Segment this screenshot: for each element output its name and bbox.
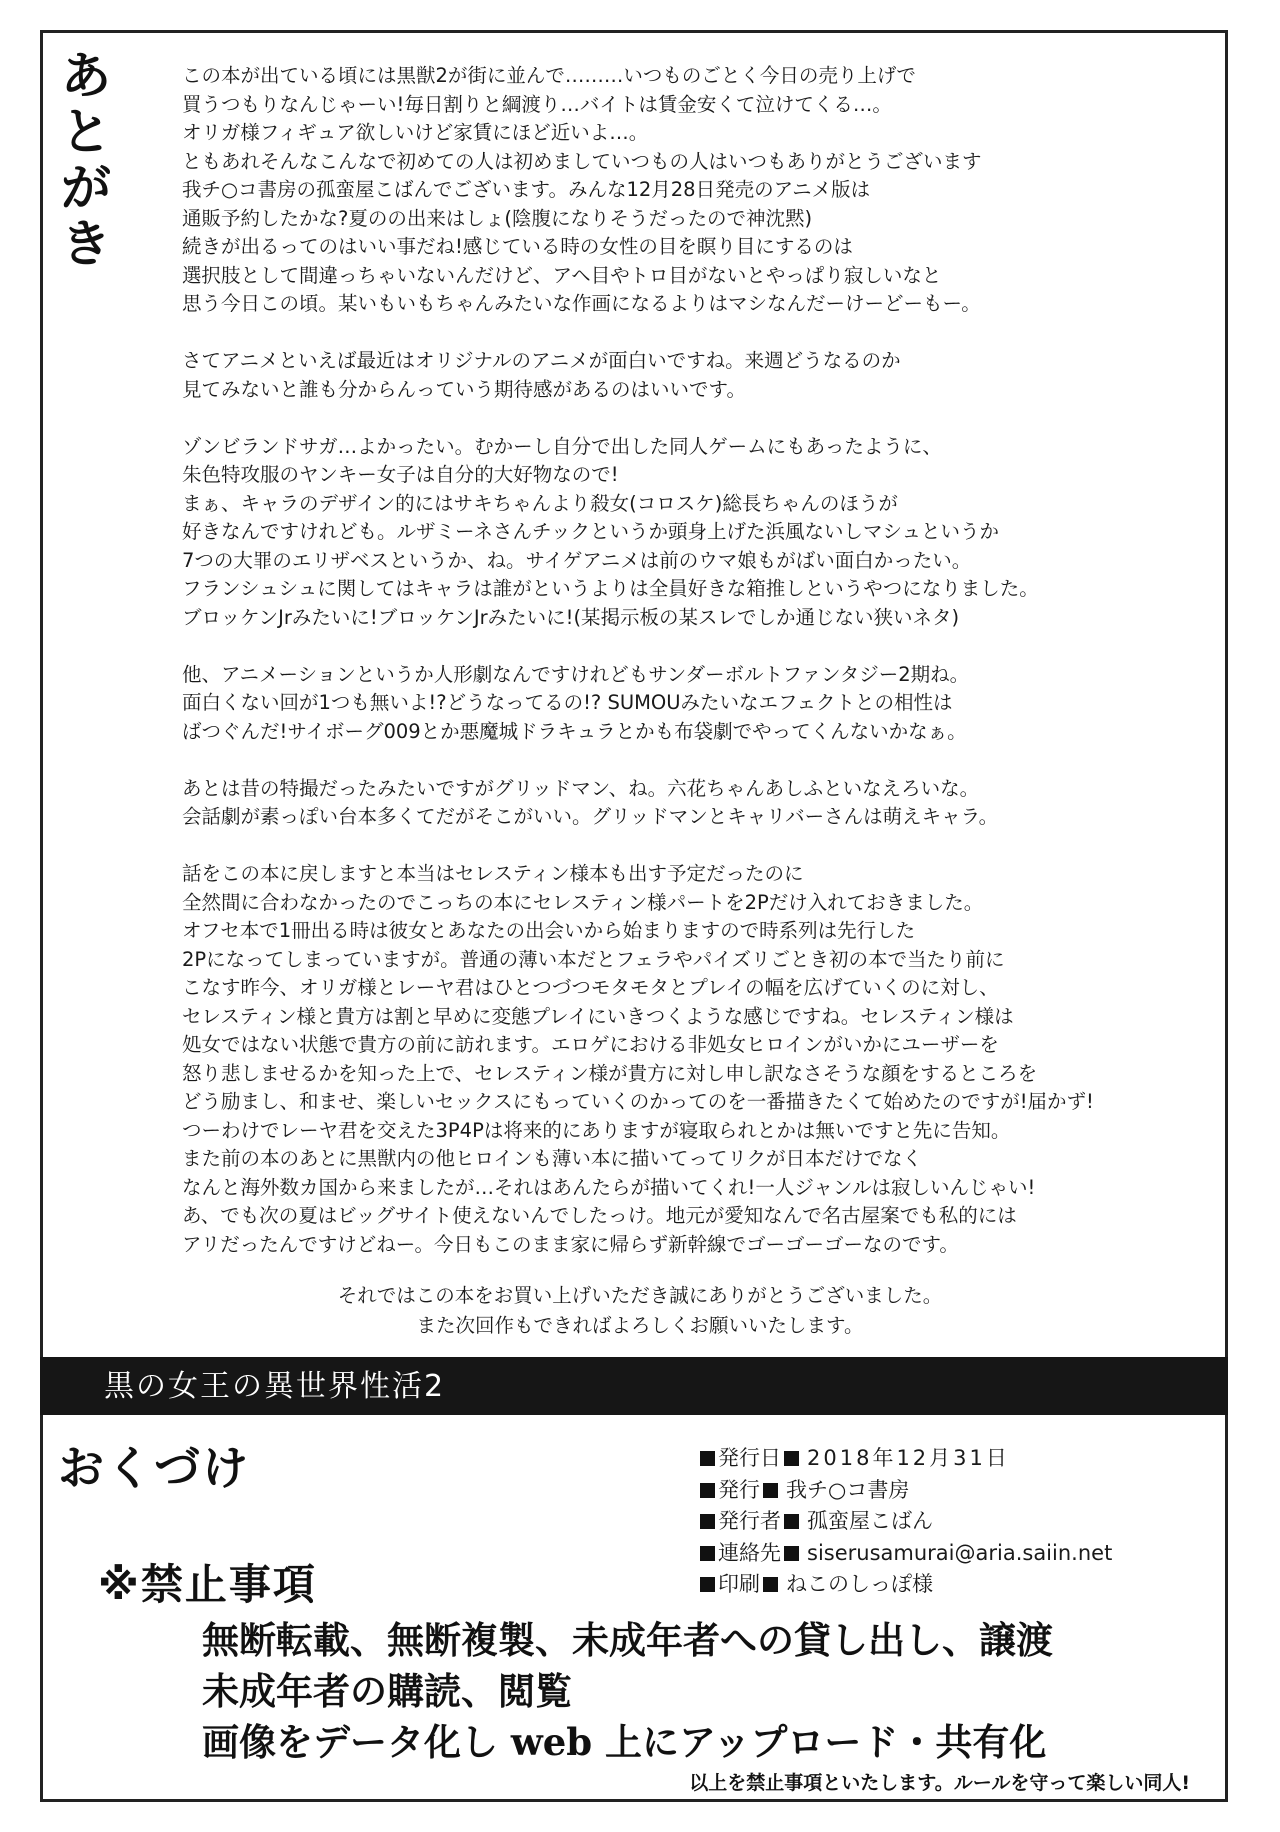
afterword-line: 7つの大罪のエリザベスというか、ね。サイゲアニメは前のウマ娘もがばい面白かったい。 bbox=[182, 548, 972, 572]
afterword-line: 他、アニメーションというか人形劇なんですけれどもサンダーボルトファンタジー2期ね。 bbox=[182, 662, 970, 686]
colophon-value: 我チ○コ書房 bbox=[786, 1477, 910, 1502]
afterword-line: ともあれそんなこんなで初めての人は初めましていつもの人はいつもありがとうございます bbox=[182, 149, 982, 173]
afterword-line: オリガ様フィギュア欲しいけど家賃にほど近いよ…。 bbox=[182, 121, 649, 144]
afterword-line: 話をこの本に戻しますと本当はセレスティン様本も出す予定だったのに bbox=[182, 862, 804, 885]
square-bullet-icon bbox=[784, 1451, 799, 1466]
afterword-line: アリだったんですけどねー。今日もこのまま家に帰らず新幹線でゴーゴーゴーなのです。 bbox=[182, 1232, 959, 1256]
afterword-body bbox=[182, 62, 1172, 1288]
afterword-title-char: あ bbox=[61, 47, 111, 105]
afterword-line: なんと海外数カ国から来ましたが…それはあんたらが描いてくれ!一人ジャンルは寂しいんじゃい! bbox=[182, 1175, 1036, 1199]
colophon-value: 2018年12月31日 bbox=[807, 1446, 1010, 1470]
afterword-title-char: と bbox=[61, 103, 111, 161]
prohibition-item: 未成年者の購読、閲覧 bbox=[202, 1669, 572, 1713]
square-bullet-icon bbox=[700, 1514, 715, 1529]
colophon-label: 発行日 bbox=[718, 1446, 781, 1470]
colophon-label: 発行者 bbox=[718, 1509, 781, 1533]
afterword-line: あとは昔の特撮だったみたいですがグリッドマン、ね。六花ちゃんあしふといなえろいな。 bbox=[182, 776, 980, 800]
afterword-line: 買うつもりなんじゃーい!毎日割りと綱渡り…バイトは賃金安くて泣けてくる…。 bbox=[182, 92, 892, 116]
square-bullet-icon bbox=[763, 1483, 778, 1498]
square-bullet-icon bbox=[700, 1577, 715, 1592]
square-bullet-icon bbox=[700, 1483, 715, 1498]
afterword-line: さてアニメといえば最近はオリジナルのアニメが面白いですね。来週どうなるのか bbox=[182, 349, 901, 372]
colophon-value: 孤蛮屋こばん bbox=[807, 1509, 933, 1533]
afterword-paragraph bbox=[182, 347, 1172, 404]
afterword-paragraph bbox=[182, 775, 1172, 832]
afterword-line: 会話劇が素っぽい台本多くてだがそこがいい。グリッドマンとキャリバーさんは萌えキャラ。 bbox=[182, 805, 999, 828]
afterword-line: 面白くない回が1つも無いよ!?どうなってるの!? SUMOUみたいなエフェクトとの相性は bbox=[182, 691, 953, 714]
afterword-line: 全然間に合わなかったのでこっちの本にセレスティン様パートを2Pだけ入れておきました。 bbox=[182, 890, 984, 914]
afterword-paragraph bbox=[182, 433, 1172, 633]
square-bullet-icon bbox=[763, 1577, 778, 1592]
closing-line: また次回作もできればよろしくお願いいたします。 bbox=[416, 1314, 864, 1337]
prohibitions-list bbox=[202, 1615, 1053, 1768]
colophon-label: 印刷 bbox=[718, 1572, 760, 1596]
afterword-line: 思う今日この頃。某いもいもちゃんみたいな作画になるよりはマシなんだーけーどーもー。 bbox=[182, 292, 981, 315]
prohibition-item: 画像をデータ化し web 上にアップロード・共有化 bbox=[202, 1720, 1047, 1764]
colophon-label: 発行 bbox=[718, 1477, 760, 1502]
colophon-row bbox=[700, 1538, 1112, 1570]
afterword-paragraph bbox=[182, 62, 1172, 319]
square-bullet-icon bbox=[784, 1514, 799, 1529]
prohibition-item: 無断転載、無断複製、未成年者への貸し出し、譲渡 bbox=[202, 1618, 1053, 1662]
colophon-heading: おくづけ bbox=[58, 1441, 250, 1495]
afterword-line: 通販予約したかな?夏のの出来はしょ(陰腹になりそうだったので神沈黙) bbox=[182, 206, 813, 230]
afterword-line: 選択肢として間違っちゃいないんだけど、アヘ目やトロ目がないとやっぱり寂しいなと bbox=[182, 263, 942, 287]
afterword-title-char: き bbox=[61, 215, 111, 273]
afterword-line: 見てみないと誰も分からんっていう期待感があるのはいいです。 bbox=[182, 377, 746, 401]
afterword-line: フランシュシュに関してはキャラは誰がというよりは全員好きな箱推しというやつになりました。 bbox=[182, 577, 1039, 600]
afterword-line: ゾンビランドサガ…よかったい。むかーし自分で出した同人ゲームにもあったように、 bbox=[182, 434, 942, 458]
afterword-line: つーわけでレーヤ君を交えた3P4Pは将来的にありますが寝取られとかは無いですと先に告知。 bbox=[182, 1118, 1011, 1142]
afterword-line: セレスティン様と貴方は割と早めに変態プレイにいきつくような感じですね。セレスティン様は bbox=[182, 1004, 1014, 1028]
colophon-row bbox=[700, 1475, 1112, 1507]
afterword-line: 怒り悲しませるかを知った上で、セレスティン様が貴方に対し申し訳なさそうな顔をするところを bbox=[182, 1061, 1038, 1085]
colophon-label: 連絡先 bbox=[718, 1540, 781, 1565]
prohibitions-heading: ※禁止事項 bbox=[98, 1560, 317, 1609]
afterword-line: まぁ、キャラのデザイン的にはサキちゃんより殺女(コロスケ)総長ちゃんのほうが bbox=[182, 491, 898, 515]
colophon-value: siserusamurai@aria.saiin.net bbox=[807, 1540, 1113, 1565]
afterword-line: ブロッケンJrみたいに!ブロッケンJrみたいに!(某掲示板の某スレでしか通じない狭いネタ) bbox=[182, 605, 960, 629]
afterword-paragraph bbox=[182, 661, 1172, 747]
afterword-line: あ、でも次の夏はビッグサイト使えないんでしたっけ。地元が愛知なんで名古屋案でも私的には bbox=[182, 1204, 1017, 1227]
square-bullet-icon bbox=[784, 1546, 799, 1561]
afterword-paragraph bbox=[182, 860, 1172, 1259]
afterword-line: この本が出ている頃には黒獣2が街に並んで………いつものごとく今日の売り上げで bbox=[182, 64, 916, 87]
afterword-line: また前の本のあとに黒獣内の他ヒロインも薄い本に描いてってリクが日本だけでなく bbox=[182, 1147, 923, 1170]
afterword-line: 朱色特攻服のヤンキー女子は自分的大好物なので! bbox=[182, 463, 619, 486]
afterword-title-char: が bbox=[61, 159, 111, 217]
afterword-line: オフセ本で1冊出る時は彼女とあなたの出会いから始まりますので時系列は先行した bbox=[182, 919, 916, 942]
prohibitions-footer: 以上を禁止事項といたします。ルールを守って楽しい同人! bbox=[689, 1772, 1190, 1794]
colophon-row bbox=[700, 1569, 1112, 1601]
afterword-closing bbox=[0, 1281, 1280, 1341]
afterword-line: 続きが出るってのはいい事だね!感じている時の女性の目を瞑り目にするのは bbox=[182, 235, 853, 258]
afterword-line: 2Pになってしまっていますが。普通の薄い本だとフェラやパイズリごとき初の本で当たり前に bbox=[182, 947, 1005, 971]
colophon-row bbox=[700, 1506, 1112, 1538]
colophon-row bbox=[700, 1443, 1112, 1475]
colophon-value: ねこのしっぽ様 bbox=[786, 1572, 933, 1596]
afterword-line: ばつぐんだ!サイボーグ009とか悪魔城ドラキュラとかも布袋劇でやってくんないかなぁ。 bbox=[182, 719, 967, 743]
colophon-details bbox=[700, 1443, 1112, 1601]
square-bullet-icon bbox=[700, 1451, 715, 1466]
afterword-title bbox=[56, 48, 116, 272]
afterword-line: どう励まし、和ませ、楽しいセックスにもっていくのかってのを一番描きたくて始めたのですが!届かず! bbox=[182, 1090, 1094, 1113]
closing-line: それではこの本をお買い上げいただき誠にありがとうございました。 bbox=[337, 1284, 943, 1307]
book-title: 黒の女王の異世界性活2 bbox=[104, 1369, 446, 1404]
afterword-line: こなす昨今、オリガ様とレーヤ君はひとつづつモタモタとプレイの幅を広げていくのに対し、 bbox=[182, 976, 999, 999]
afterword-line: 処女ではない状態で貴方の前に訪れます。エロゲにおける非処女ヒロインがいかにユーザーを bbox=[182, 1033, 999, 1056]
afterword-line: 我チ○コ書房の孤蛮屋こばんでございます。みんな12月28日発売のアニメ版は bbox=[182, 178, 871, 201]
afterword-line: 好きなんですけれども。ルザミーネさんチックというか頭身上げた浜風ないしマシュというか bbox=[182, 520, 1000, 543]
square-bullet-icon bbox=[700, 1546, 715, 1561]
